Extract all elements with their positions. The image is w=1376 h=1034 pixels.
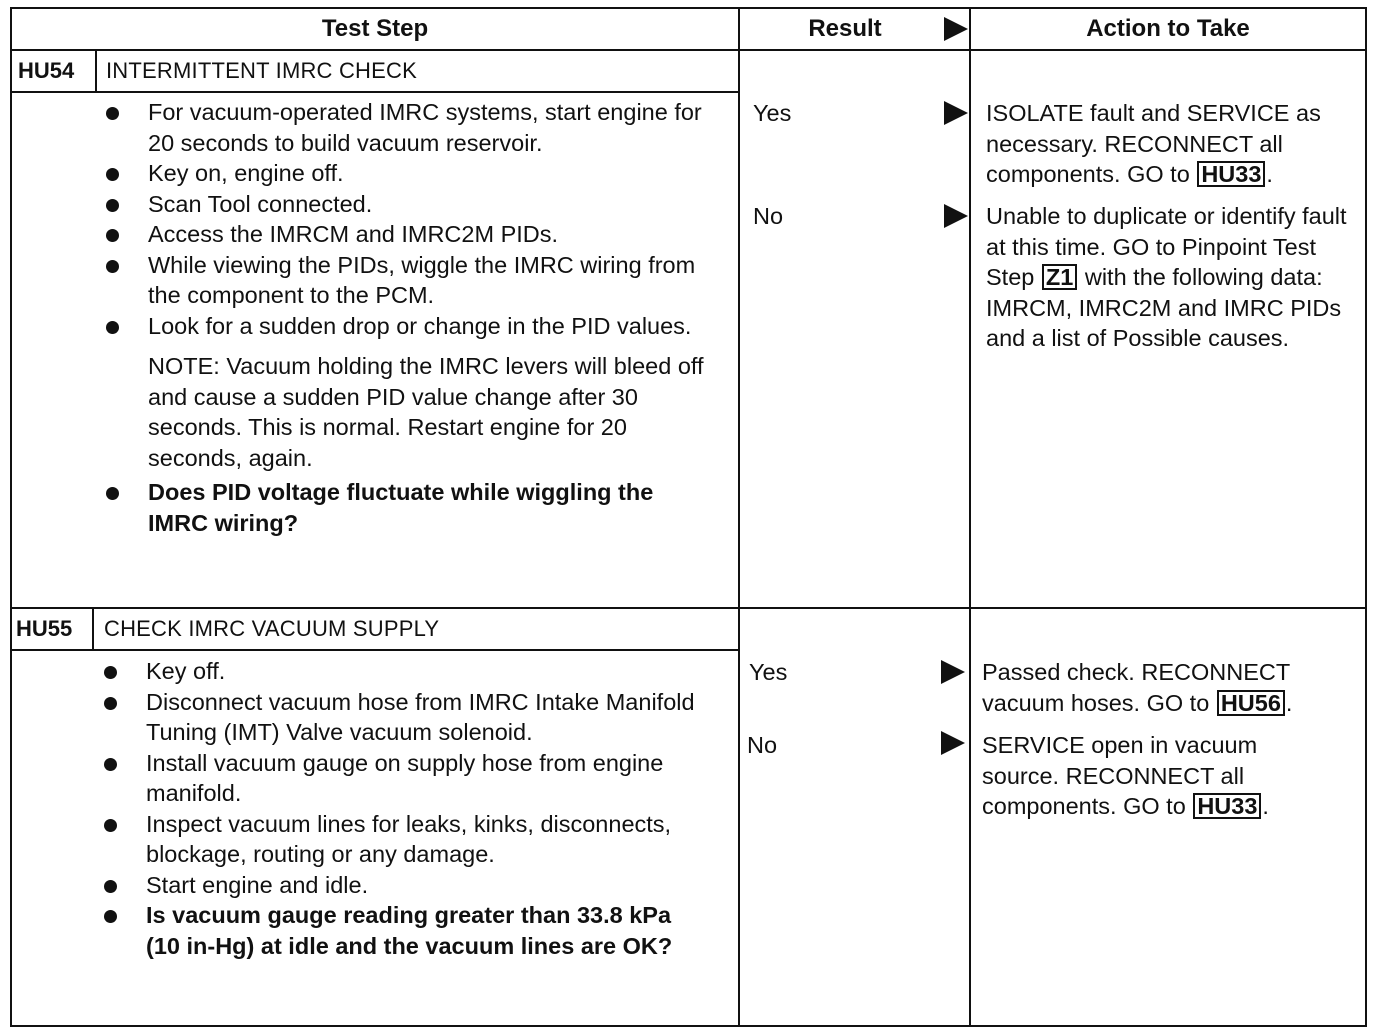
bullet-icon	[104, 758, 117, 771]
table-border-bottom	[10, 1025, 1367, 1027]
bullet-icon	[106, 260, 119, 273]
hu54-instructions	[102, 97, 714, 538]
header-arrow-icon	[944, 17, 968, 41]
list-item: Key off.	[100, 656, 710, 687]
table-border-right	[1365, 7, 1367, 1027]
list-item: Install vacuum gauge on supply hose from engine manifold.	[100, 748, 710, 809]
bullet-icon	[104, 880, 117, 893]
header-result: Result	[808, 15, 882, 42]
step-title-hu55: CHECK IMRC VACUUM SUPPLY	[104, 616, 440, 641]
bullet-icon	[106, 487, 119, 500]
step-ref-link[interactable]: HU56	[1217, 690, 1285, 716]
hu55-instructions	[100, 656, 710, 961]
hu55-result-no: No	[747, 732, 778, 758]
action-column-divider	[969, 7, 971, 1027]
header-divider	[10, 49, 1367, 51]
hu55-result-yes: Yes	[749, 659, 788, 685]
step-ref-link[interactable]: Z1	[1042, 264, 1077, 290]
hu54-title-divider	[10, 91, 738, 93]
hu54-result-yes: Yes	[753, 100, 792, 126]
table-border-left	[10, 7, 12, 1027]
list-item: Access the IMRCM and IMRC2M PIDs.	[102, 219, 714, 250]
hu55-title-divider	[10, 649, 738, 651]
step-ref-link[interactable]: HU33	[1197, 161, 1265, 187]
bullet-icon	[106, 168, 119, 181]
hu54-id-divider	[95, 51, 97, 92]
arrow-icon	[941, 731, 965, 755]
bullet-icon	[106, 229, 119, 242]
arrow-icon	[941, 660, 965, 684]
bullet-icon	[104, 697, 117, 710]
list-item: While viewing the PIDs, wiggle the IMRC wiring from the component to the PCM.	[102, 250, 714, 311]
hu55-question: Is vacuum gauge reading greater than 33.8 kPa (10 in-Hg) at idle and the vacuum lines are OK?	[100, 900, 710, 961]
arrow-icon	[944, 204, 968, 228]
list-item: For vacuum-operated IMRC systems, start engine for 20 seconds to build vacuum reservoir.	[102, 97, 714, 158]
hu55-action-no: SERVICE open in vacuum source. RECONNECT all components. GO to HU33 .	[982, 732, 1269, 819]
hu54-action-no: Unable to duplicate or identify fault at this time. GO to Pinpoint Test Step Z1 with the following data: IMRCM, IMRC2M and IMRC PIDs and a list of Possible causes.	[986, 203, 1347, 351]
hu55-action-yes: Passed check. RECONNECT vacuum hoses. GO to HU56 .	[982, 659, 1293, 716]
hu54-question: Does PID voltage fluctuate while wiggling the IMRC wiring?	[102, 477, 714, 538]
list-item: Key on, engine off.	[102, 158, 714, 189]
bullet-icon	[104, 666, 117, 679]
table-border-top	[10, 7, 1367, 9]
list-item: Inspect vacuum lines for leaks, kinks, disconnects, blockage, routing or any damage.	[100, 809, 710, 870]
bullet-icon	[106, 321, 119, 334]
hu54-note: NOTE: Vacuum holding the IMRC levers will bleed off and cause a sudden PID value change after 30 seconds. This is normal. Restart engine for 20 seconds, again.	[148, 353, 704, 471]
hu55-id-divider	[92, 609, 94, 650]
result-column-divider	[738, 7, 740, 1027]
step-id-hu54: HU54	[18, 58, 75, 83]
bullet-icon	[104, 819, 117, 832]
step-id-hu55: HU55	[16, 616, 73, 641]
bullet-icon	[106, 199, 119, 212]
arrow-icon	[944, 101, 968, 125]
list-item: Disconnect vacuum hose from IMRC Intake Manifold Tuning (IMT) Valve vacuum solenoid.	[100, 687, 710, 748]
list-item: Scan Tool connected.	[102, 189, 714, 220]
step-ref-link[interactable]: HU33	[1193, 793, 1261, 819]
step-separator	[10, 607, 1367, 609]
step-title-hu54: INTERMITTENT IMRC CHECK	[106, 58, 417, 83]
hu54-action-yes: ISOLATE fault and SERVICE as necessary. RECONNECT all components. GO to HU33 .	[986, 100, 1321, 187]
list-item: Look for a sudden drop or change in the PID values.	[102, 311, 714, 342]
bullet-icon	[104, 910, 117, 923]
header-test-step: Test Step	[321, 15, 429, 42]
bullet-icon	[106, 107, 119, 120]
hu54-result-no: No	[753, 203, 784, 229]
list-item: Start engine and idle.	[100, 870, 710, 901]
header-action: Action to Take	[1086, 15, 1250, 42]
